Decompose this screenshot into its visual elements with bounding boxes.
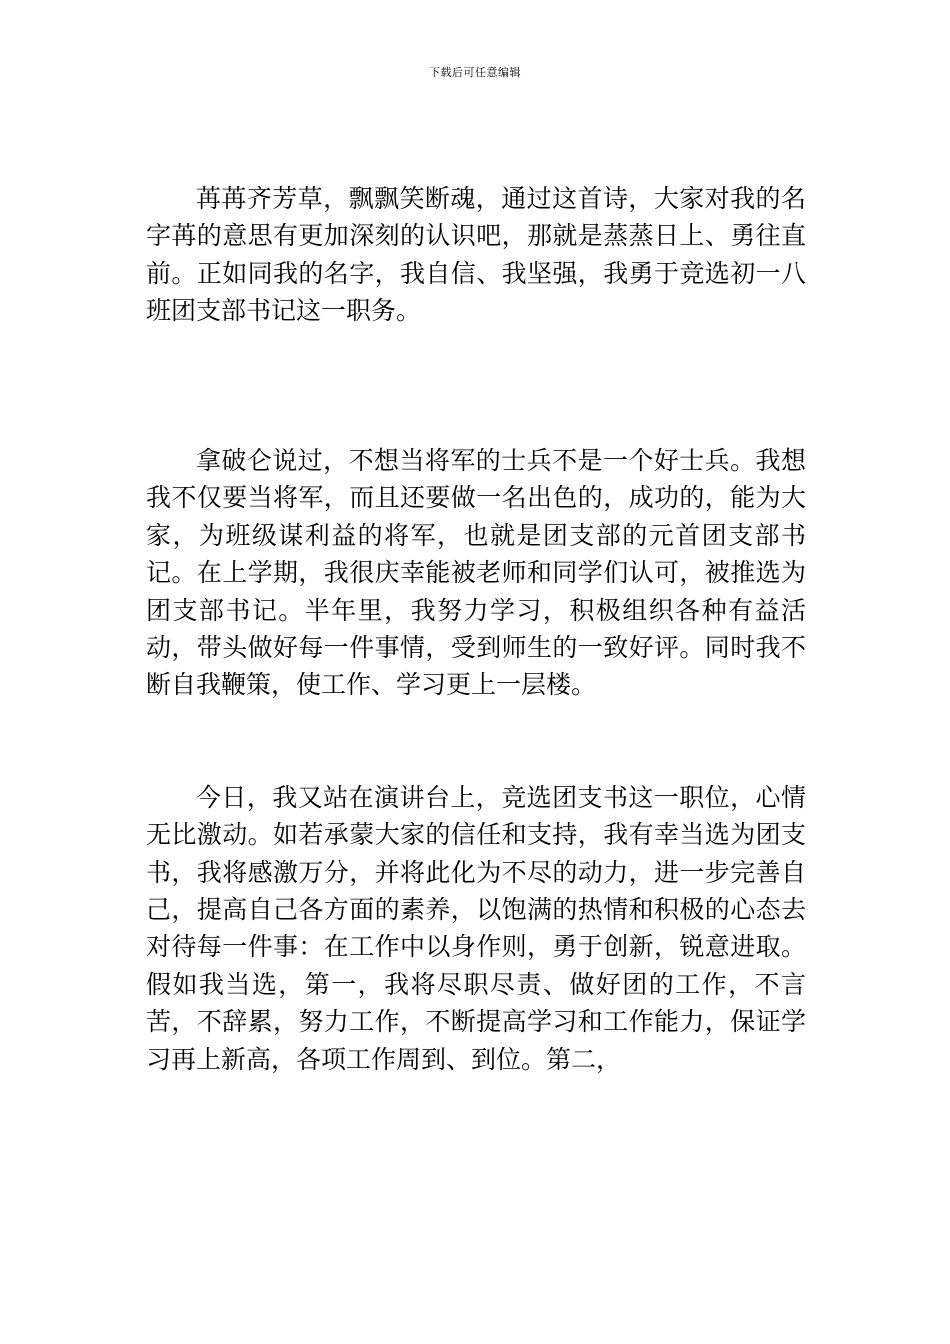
document-body (146, 180, 806, 1078)
paragraph-3: 今日，我又站在演讲台上，竞选团支书这一职位，心情无比激动。如若承蒙大家的信任和支持，我有幸当选为团支书，我将感激万分，并将此化为不尽的动力，进一步完善自己，提高自己各方面的素养，以饱满的热情和积极的心态去对待每一件事：在工作中以身作则，勇于创新，锐意进取。假如我当选，第一，我将尽职尽责、做好团的工作，不言苦，不辞累，努力工作，不断提高学习和工作能力，保证学习再上新高，各项工作周到、到位。第二， (146, 782, 806, 1074)
paragraph-2: 拿破仑说过，不想当将军的士兵不是一个好士兵。我想我不仅要当将军，而且还要做一名出色的，成功的，能为大家，为班级谋利益的将军，也就是团支部的元首团支部书记。在上学期，我很庆幸能被老师和同学们认可，被推选为团支部书记。半年里，我努力学习，积极组织各种有益活动，带头做好每一件事情，受到师生的一致好评。同时我不断自我鞭策，使工作、学习更上一层楼。 (146, 446, 806, 700)
paragraph-1: 苒苒齐芳草，飘飘笑断魂，通过这首诗，大家对我的名字苒的意思有更加深刻的认识吧，那就是蒸蒸日上、勇往直前。正如同我的名字，我自信、我坚强，我勇于竞选初一八班团支部书记这一职务。 (146, 184, 806, 326)
header-note: 下载后可任意编辑 (429, 66, 521, 79)
